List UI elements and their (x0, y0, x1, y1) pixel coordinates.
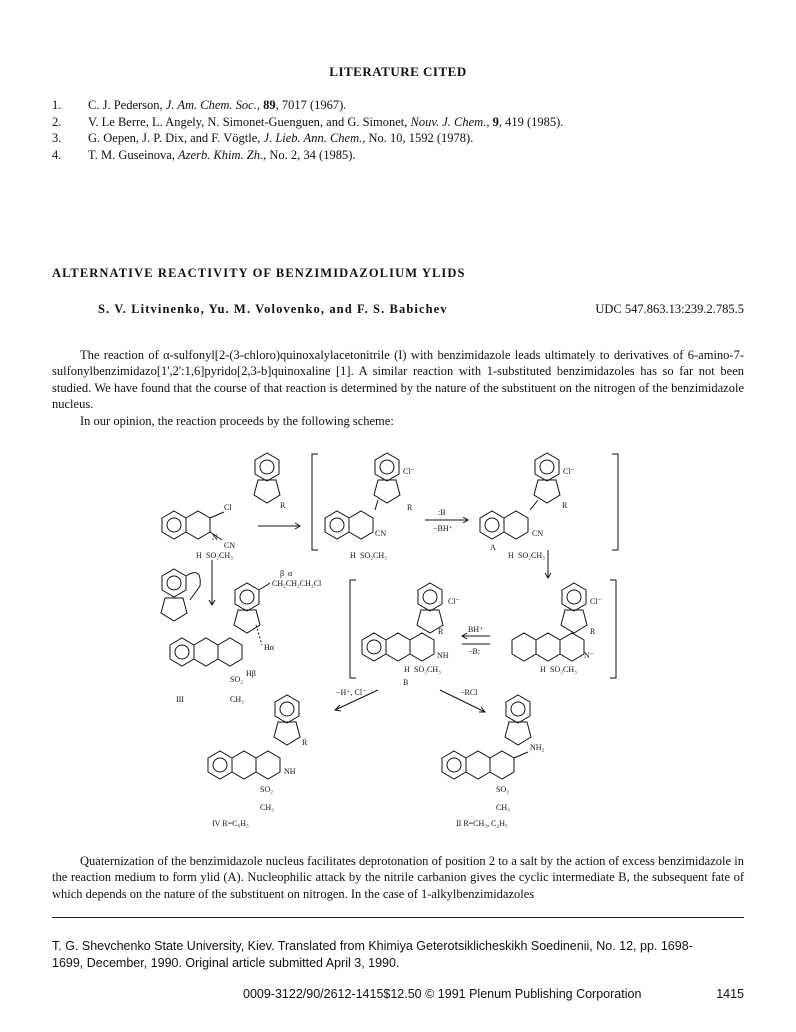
label-beta: β (280, 569, 285, 578)
label-alpha: α (288, 569, 293, 578)
label-so2ch3: SO₂CH₃ (206, 551, 233, 560)
anion-intermediate-structure (512, 583, 587, 661)
salt-intermediate-structure (325, 453, 400, 539)
scheme-intro-paragraph: In our opinion, the reaction proceeds by the following scheme: (80, 414, 394, 428)
annelated-reagent-structure (161, 569, 200, 621)
reference-item: 2. V. Le Berre, L. Angely, N. Simonet-Guenguen, and G. Simonet, Nouv. J. Chem., 9, 419 (1985). (52, 114, 564, 129)
label-so2ch3: SO₂CH₃ (414, 665, 441, 674)
label-so2: SO₂ (496, 785, 510, 794)
label-chain: CH₂CH₂CH₂Cl (272, 579, 322, 588)
label-so2: SO₂ (230, 675, 244, 684)
label-arrow-right: −RCl (460, 688, 478, 697)
reaction-scheme (150, 440, 650, 840)
label-h: H (508, 551, 514, 560)
cyclic-intermediate-b-structure (362, 583, 443, 661)
label-iv: IV R=C₆H₅ (212, 819, 249, 828)
reference-item: 1. C. J. Pederson, J. Am. Chem. Soc., 89, 7017 (1967). (52, 98, 347, 112)
udc-code: UDC 547.863.13:239.2.785.5 (595, 302, 744, 316)
label-h: H (540, 665, 546, 674)
footnote-line-2: 1699, December, 1990. Original article submitted April 3, 1990. (52, 956, 400, 970)
label-ch3: CH₃ (260, 803, 274, 812)
label-h-beta: Hβ (246, 669, 256, 678)
footnote-divider (52, 917, 744, 918)
label-b-minus: −B: (468, 647, 481, 656)
label-so2ch3: SO₂CH₃ (360, 551, 387, 560)
footnote (52, 938, 752, 972)
reference-list (52, 97, 752, 163)
label-bh-plus-2: BH⁺ (468, 625, 484, 634)
label-n-minus: N⁻ (584, 651, 594, 660)
reference-item: 3. G. Oepen, J. P. Dix, and F. Vögtle, J. Lieb. Ann. Chem., No. 10, 1592 (1978). (52, 131, 474, 145)
discussion-paragraph: Quaternization of the benzimidazole nucleus facilitates deprotonation of position 2 to a salt by the action of excess benzimidazole in the reaction medium to form ylid (A). Nucleophilic attack by the nitrile carbanion gives the cyclic intermediate B, the subsequent fate of which depends on the nature of the substituent on nitrogen. In the case of 1-alkylbenzimidazoles (52, 854, 744, 901)
benzimidazole-reagent-structure (254, 453, 280, 503)
reference-item: 4. T. M. Guseinova, Azerb. Khim. Zh., No. 2, 34 (1985). (52, 147, 356, 162)
article-title: ALTERNATIVE REACTIVITY OF BENZIMIDAZOLIUM YLIDS (52, 266, 466, 280)
label-r: R (562, 501, 568, 510)
label-r: R (438, 627, 444, 636)
label-h: H (404, 665, 410, 674)
label-cl: Cl (224, 503, 232, 512)
label-cl-minus: Cl⁻ (403, 467, 415, 476)
label-nh: NH (284, 767, 296, 776)
label-cl-minus: Cl⁻ (563, 467, 575, 476)
label-cn: CN (532, 529, 544, 538)
label-r: R (280, 501, 286, 510)
label-so2ch3: SO₂CH₃ (550, 665, 577, 674)
label-nh: NH (437, 651, 449, 660)
page-number: 1415 (716, 987, 744, 1001)
label-a: A (490, 543, 496, 552)
copyright-line: 0009-3122/90/2612-1415$12.50 © 1991 Plenum Publishing Corporation (243, 987, 642, 1001)
label-n: N (212, 533, 218, 542)
label-ch3: CH₃ (230, 695, 244, 704)
label-bh-plus: −BH⁺ (433, 524, 453, 533)
article-authors: S. V. Litvinenko, Yu. M. Volovenko, and F. S. Babichev (98, 302, 448, 316)
label-cl-minus: Cl⁻ (590, 597, 602, 606)
label-h-alpha: Hα (264, 643, 274, 652)
label-iii: III (176, 695, 184, 704)
intro-paragraph: The reaction of α-sulfonyl[2-(3-chloro)quinoxalylacetonitrile (I) with benzimidazole leads ultimately to derivatives of 6-amino-7-sulfonylbenzimidazo[1',2':1,6]pyrido[2,3-b]quinoxaline [1]. A similar reaction with 1-substituted benzimidazoles has so far not been studied. We have found that the course of that reaction is determined by the nature of the substituent on the nitrogen of the benzimidazole nucleus. (52, 348, 744, 412)
label-b: B (403, 678, 409, 687)
footnote-line-1: T. G. Shevchenko State University, Kiev. Translated from Khimiya Geterotsiklicheskikh Soedinenii, No. 12, pp. 1698- (52, 939, 693, 953)
compound-iii-structure (170, 583, 270, 666)
label-cn: CN (224, 541, 236, 550)
label-so2: SO₂ (260, 785, 274, 794)
label-r: R (302, 738, 308, 747)
label-so2ch3: SO₂CH₃ (518, 551, 545, 560)
label-r: R (407, 503, 413, 512)
label-h: H (350, 551, 356, 560)
label-arrow-left: −H⁺, Cl⁻ (336, 688, 367, 697)
label-ch3: CH₃ (496, 803, 510, 812)
label-h: H (196, 551, 202, 560)
literature-cited-heading: LITERATURE CITED (329, 64, 467, 79)
compound-ii-structure (442, 695, 531, 779)
label-r: R (590, 627, 596, 636)
label-b-reagent: :B (438, 508, 446, 517)
label-cl-minus: Cl⁻ (448, 597, 460, 606)
label-nh2: NH₂ (530, 743, 545, 752)
label-ii: II R=CH₃, C₂H₅ (456, 819, 508, 828)
label-cn: CN (375, 529, 387, 538)
ylid-a-structure (480, 453, 560, 539)
